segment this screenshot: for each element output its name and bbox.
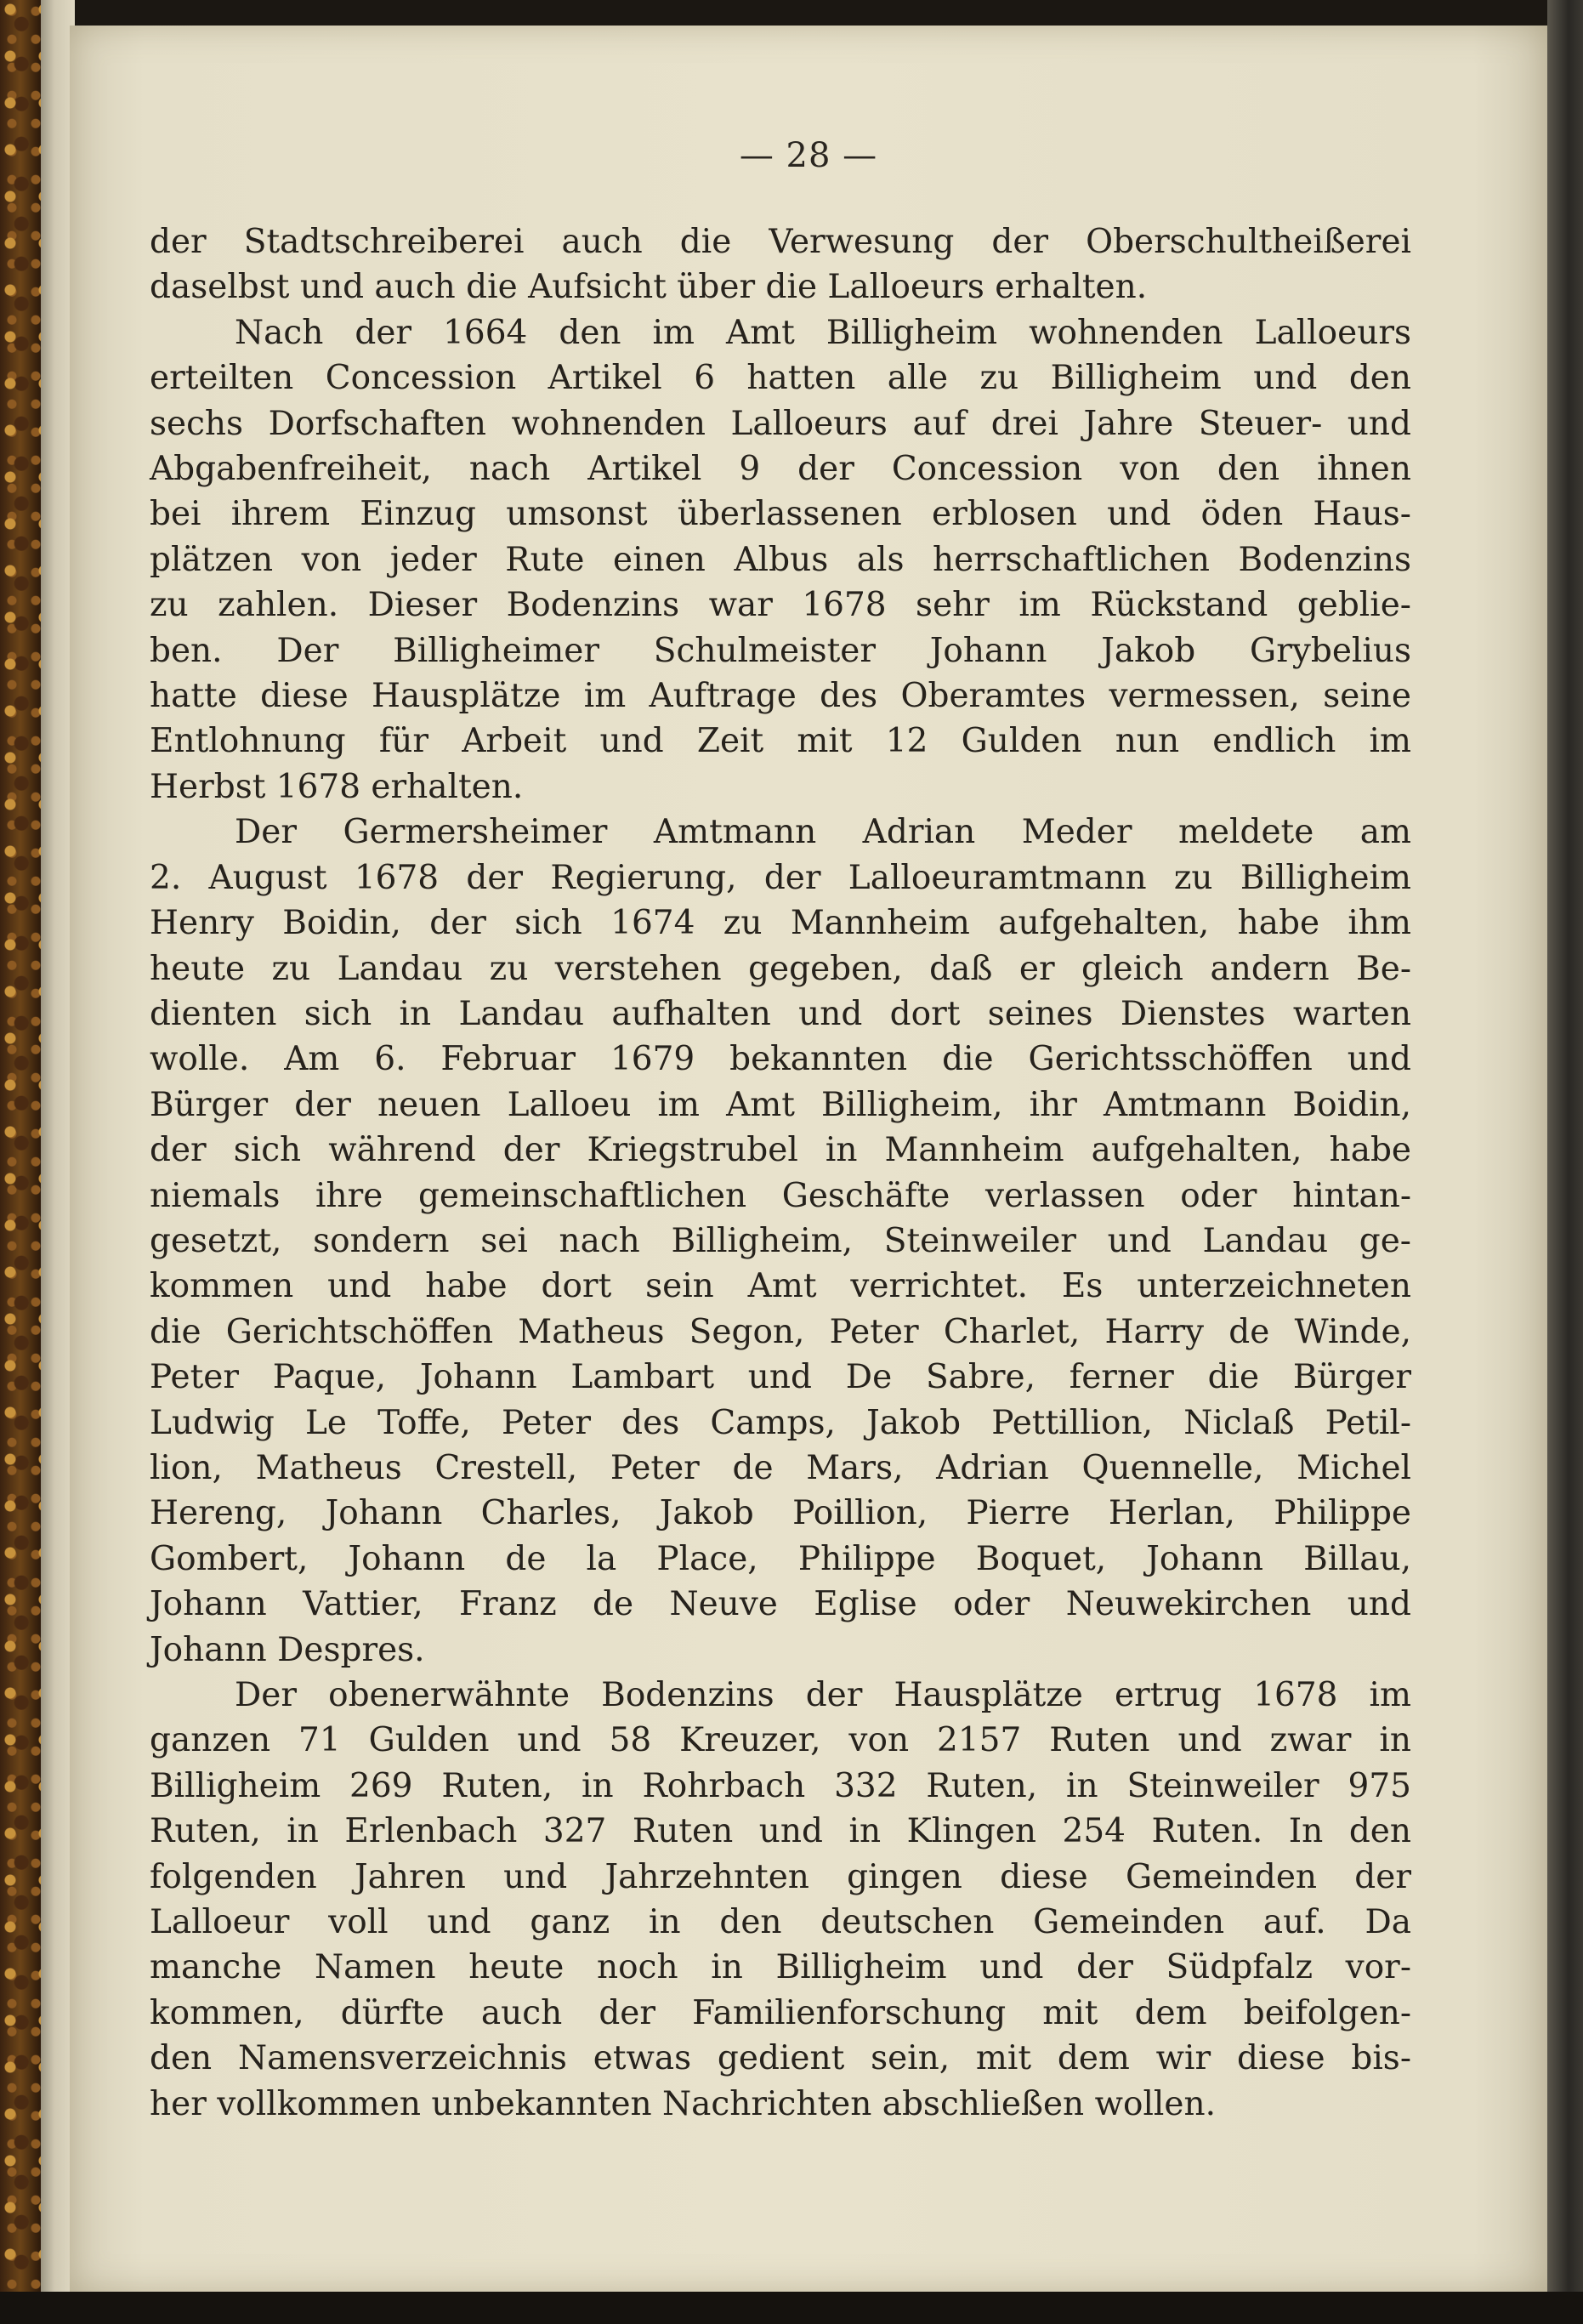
book-bottom-edge xyxy=(0,2292,1583,2324)
text-line: den Namensverzeichnis etwas gedient sein, mit dem wir diese bis- xyxy=(150,2039,1411,2078)
text-line: Der obenerwähnte Bodenzins der Hausplätze ertrug 1678 im xyxy=(235,1676,1411,1714)
text-line: Henry Boidin, der sich 1674 zu Mannheim aufgehalten, habe ihm xyxy=(150,904,1411,943)
text-line: Ludwig Le Toffe, Peter des Camps, Jakob Pettillion, Niclaß Petil- xyxy=(150,1403,1411,1442)
text-line: manche Namen heute noch in Billigheim und der Südpfalz vor- xyxy=(150,1948,1411,1987)
text-line: der Stadtschreiberei auch die Verwesung der Oberschultheißerei xyxy=(150,223,1411,261)
book-cover-edge xyxy=(0,0,41,2324)
text-line: kommen und habe dort sein Amt verrichtet. Es unterzeichneten xyxy=(150,1267,1411,1306)
text-line: zu zahlen. Dieser Bodenzins war 1678 sehr im Rückstand geblie- xyxy=(150,586,1411,625)
text-line: ganzen 71 Gulden und 58 Kreuzer, von 2157 Ruten und zwar in xyxy=(150,1721,1411,1760)
text-line: Herbst 1678 erhalten. xyxy=(150,767,524,806)
text-line: niemals ihre gemeinschaftlichen Geschäfte verlassen oder hintan- xyxy=(150,1176,1411,1215)
text-line: der sich während der Kriegstrubel in Mannheim aufgehalten, habe xyxy=(150,1131,1411,1170)
paragraph xyxy=(150,810,1411,1673)
text-line: Bürger der neuen Lalloeu im Amt Billigheim, ihr Amtmann Boidin, xyxy=(150,1085,1411,1124)
body-text xyxy=(150,219,1411,2127)
text-line: heute zu Landau zu verstehen gegeben, daß er gleich andern Be- xyxy=(150,949,1411,988)
text-line: Hereng, Johann Charles, Jakob Poillion, Pierre Herlan, Philippe xyxy=(150,1494,1411,1533)
text-line: bei ihrem Einzug umsonst überlassenen erblosen und öden Haus- xyxy=(150,495,1411,534)
text-line: Peter Paque, Johann Lambart und De Sabre, ferner die Bürger xyxy=(150,1358,1411,1397)
text-line: gesetzt, sondern sei nach Billigheim, Steinweiler und Landau ge- xyxy=(150,1221,1411,1260)
paragraph xyxy=(150,219,1411,310)
text-line: sechs Dorfschaften wohnenden Lalloeurs auf drei Jahre Steuer- und xyxy=(150,404,1411,443)
paragraph xyxy=(150,310,1411,810)
text-line: Billigheim 269 Ruten, in Rohrbach 332 Ruten, in Steinweiler 975 xyxy=(150,1766,1411,1805)
text-line: daselbst und auch die Aufsicht über die Lalloeurs erhalten. xyxy=(150,268,1148,307)
text-line: plätzen von jeder Rute einen Albus als herrschaftlichen Bodenzins xyxy=(150,540,1411,579)
text-line: hatte diese Hausplätze im Auftrage des Oberamtes vermessen, seine xyxy=(150,677,1411,716)
text-line: dienten sich in Landau aufhalten und dort seines Dienstes warten xyxy=(150,994,1411,1033)
text-line: 2. August 1678 der Regierung, der Lalloeuramtmann zu Billigheim xyxy=(150,858,1411,897)
text-line: die Gerichtschöffen Matheus Segon, Peter Charlet, Harry de Winde, xyxy=(150,1312,1411,1351)
text-line: erteilten Concession Artikel 6 hatten alle zu Billigheim und den xyxy=(150,359,1411,398)
paragraph xyxy=(150,1673,1411,2127)
text-line: lion, Matheus Crestell, Peter de Mars, Adrian Quennelle, Michel xyxy=(150,1448,1411,1487)
book-right-edge xyxy=(1547,0,1583,2324)
text-line: kommen, dürfte auch der Familienforschung mit dem beifolgen- xyxy=(150,1993,1411,2032)
page-number: — 28 — xyxy=(739,136,878,175)
text-line: her vollkommen unbekannten Nachrichten abschließen wollen. xyxy=(150,2084,1216,2123)
text-line: Abgabenfreiheit, nach Artikel 9 der Concession von den ihnen xyxy=(150,450,1411,489)
text-line: Gombert, Johann de la Place, Philippe Boquet, Johann Billau, xyxy=(150,1539,1411,1578)
text-line: Johann Vattier, Franz de Neuve Eglise oder Neuwekirchen und xyxy=(150,1585,1411,1624)
text-line: Der Germersheimer Amtmann Adrian Meder meldete am xyxy=(235,813,1411,852)
text-line: wolle. Am 6. Februar 1679 bekannten die Gerichtsschöffen und xyxy=(150,1040,1411,1079)
text-line: Ruten, in Erlenbach 327 Ruten und in Klingen 254 Ruten. In den xyxy=(150,1812,1411,1851)
text-line: ben. Der Billigheimer Schulmeister Johann Jakob Grybelius xyxy=(150,631,1411,670)
text-line: Nach der 1664 den im Amt Billigheim wohnenden Lalloeurs xyxy=(235,313,1411,352)
text-line: folgenden Jahren und Jahrzehnten gingen diese Gemeinden der xyxy=(150,1857,1411,1896)
text-line: Lalloeur voll und ganz in den deutschen Gemeinden auf. Da xyxy=(150,1903,1411,1942)
text-line: Johann Despres. xyxy=(150,1630,425,1669)
text-line: Entlohnung für Arbeit und Zeit mit 12 Gulden nun endlich im xyxy=(150,722,1411,761)
